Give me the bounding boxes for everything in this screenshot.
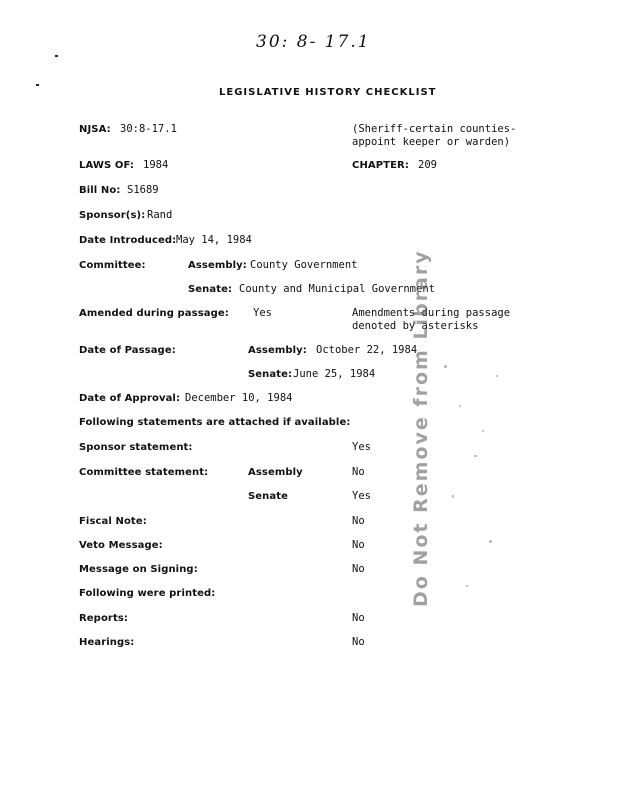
passage-assembly-label: Assembly:: [248, 345, 307, 356]
amended-value: Yes: [253, 307, 272, 319]
stamp-speckle: [444, 365, 447, 368]
statements-heading: Following statements are attached if available:: [79, 417, 351, 428]
page-title: LEGISLATIVE HISTORY CHECKLIST: [219, 87, 437, 98]
amended-note-line-2: denoted by asterisks: [352, 320, 479, 332]
passage-label: Date of Passage:: [79, 345, 176, 356]
stamp-speckle: [452, 495, 454, 498]
library-stamp-text: Do Not Remove from Library: [410, 249, 432, 607]
message-on-signing-label: Message on Signing:: [79, 564, 198, 575]
committee-label: Committee:: [79, 260, 146, 271]
approval-value: December 10, 1984: [185, 392, 293, 404]
stray-mark: [55, 55, 58, 57]
stray-mark: [36, 84, 39, 86]
subject-line-1: (Sheriff-certain counties-: [352, 123, 517, 135]
printed-heading: Following were printed:: [79, 588, 216, 599]
message-on-signing-value: No: [352, 563, 365, 575]
hearings-label: Hearings:: [79, 637, 135, 648]
committee-statement-assembly-value: No: [352, 466, 365, 478]
stamp-speckle: [474, 455, 477, 457]
committee-assembly-label: Assembly:: [188, 260, 247, 271]
committee-statement-label: Committee statement:: [79, 467, 209, 478]
handwritten-statute-number: 30: 8- 17.1: [256, 32, 371, 52]
stamp-speckle: [489, 540, 492, 543]
committee-assembly-value: County Government: [250, 259, 358, 271]
sponsors-value: Rand: [147, 209, 173, 221]
committee-statement-senate-value: Yes: [352, 490, 371, 502]
njsa-value: 30:8-17.1: [120, 123, 177, 135]
njsa-label: NJSA:: [79, 124, 111, 135]
amended-label: Amended during passage:: [79, 308, 229, 319]
passage-senate-label: Senate:: [248, 369, 293, 380]
stamp-speckle: [482, 430, 484, 432]
reports-value: No: [352, 612, 365, 624]
subject-line-2: appoint keeper or warden): [352, 136, 511, 148]
committee-statement-senate-label: Senate: [248, 491, 289, 502]
laws-of-value: 1984: [143, 159, 169, 171]
fiscal-note-value: No: [352, 515, 365, 527]
committee-senate-value: County and Municipal Government: [239, 283, 435, 295]
committee-senate-label: Senate:: [188, 284, 233, 295]
amended-note-line-1: Amendments during passage: [352, 307, 511, 319]
date-introduced-value: May 14, 1984: [176, 234, 252, 246]
stamp-speckle: [466, 585, 468, 587]
stamp-speckle: [459, 405, 461, 407]
sponsor-statement-label: Sponsor statement:: [79, 442, 193, 453]
veto-message-label: Veto Message:: [79, 540, 163, 551]
stamp-speckle: [496, 375, 498, 377]
chapter-label: CHAPTER:: [352, 160, 409, 171]
approval-label: Date of Approval:: [79, 393, 181, 404]
bill-no-label: Bill No:: [79, 185, 121, 196]
sponsors-label: Sponsor(s):: [79, 210, 146, 221]
fiscal-note-label: Fiscal Note:: [79, 516, 147, 527]
bill-no-value: S1689: [127, 184, 159, 196]
committee-statement-assembly-label: Assembly: [248, 467, 303, 478]
passage-senate-value: June 25, 1984: [293, 368, 376, 380]
sponsor-statement-value: Yes: [352, 441, 371, 453]
chapter-value: 209: [418, 159, 437, 171]
reports-label: Reports:: [79, 613, 128, 624]
laws-of-label: LAWS OF:: [79, 160, 134, 171]
veto-message-value: No: [352, 539, 365, 551]
hearings-value: No: [352, 636, 365, 648]
passage-assembly-value: October 22, 1984: [316, 344, 418, 356]
date-introduced-label: Date Introduced:: [79, 235, 177, 246]
